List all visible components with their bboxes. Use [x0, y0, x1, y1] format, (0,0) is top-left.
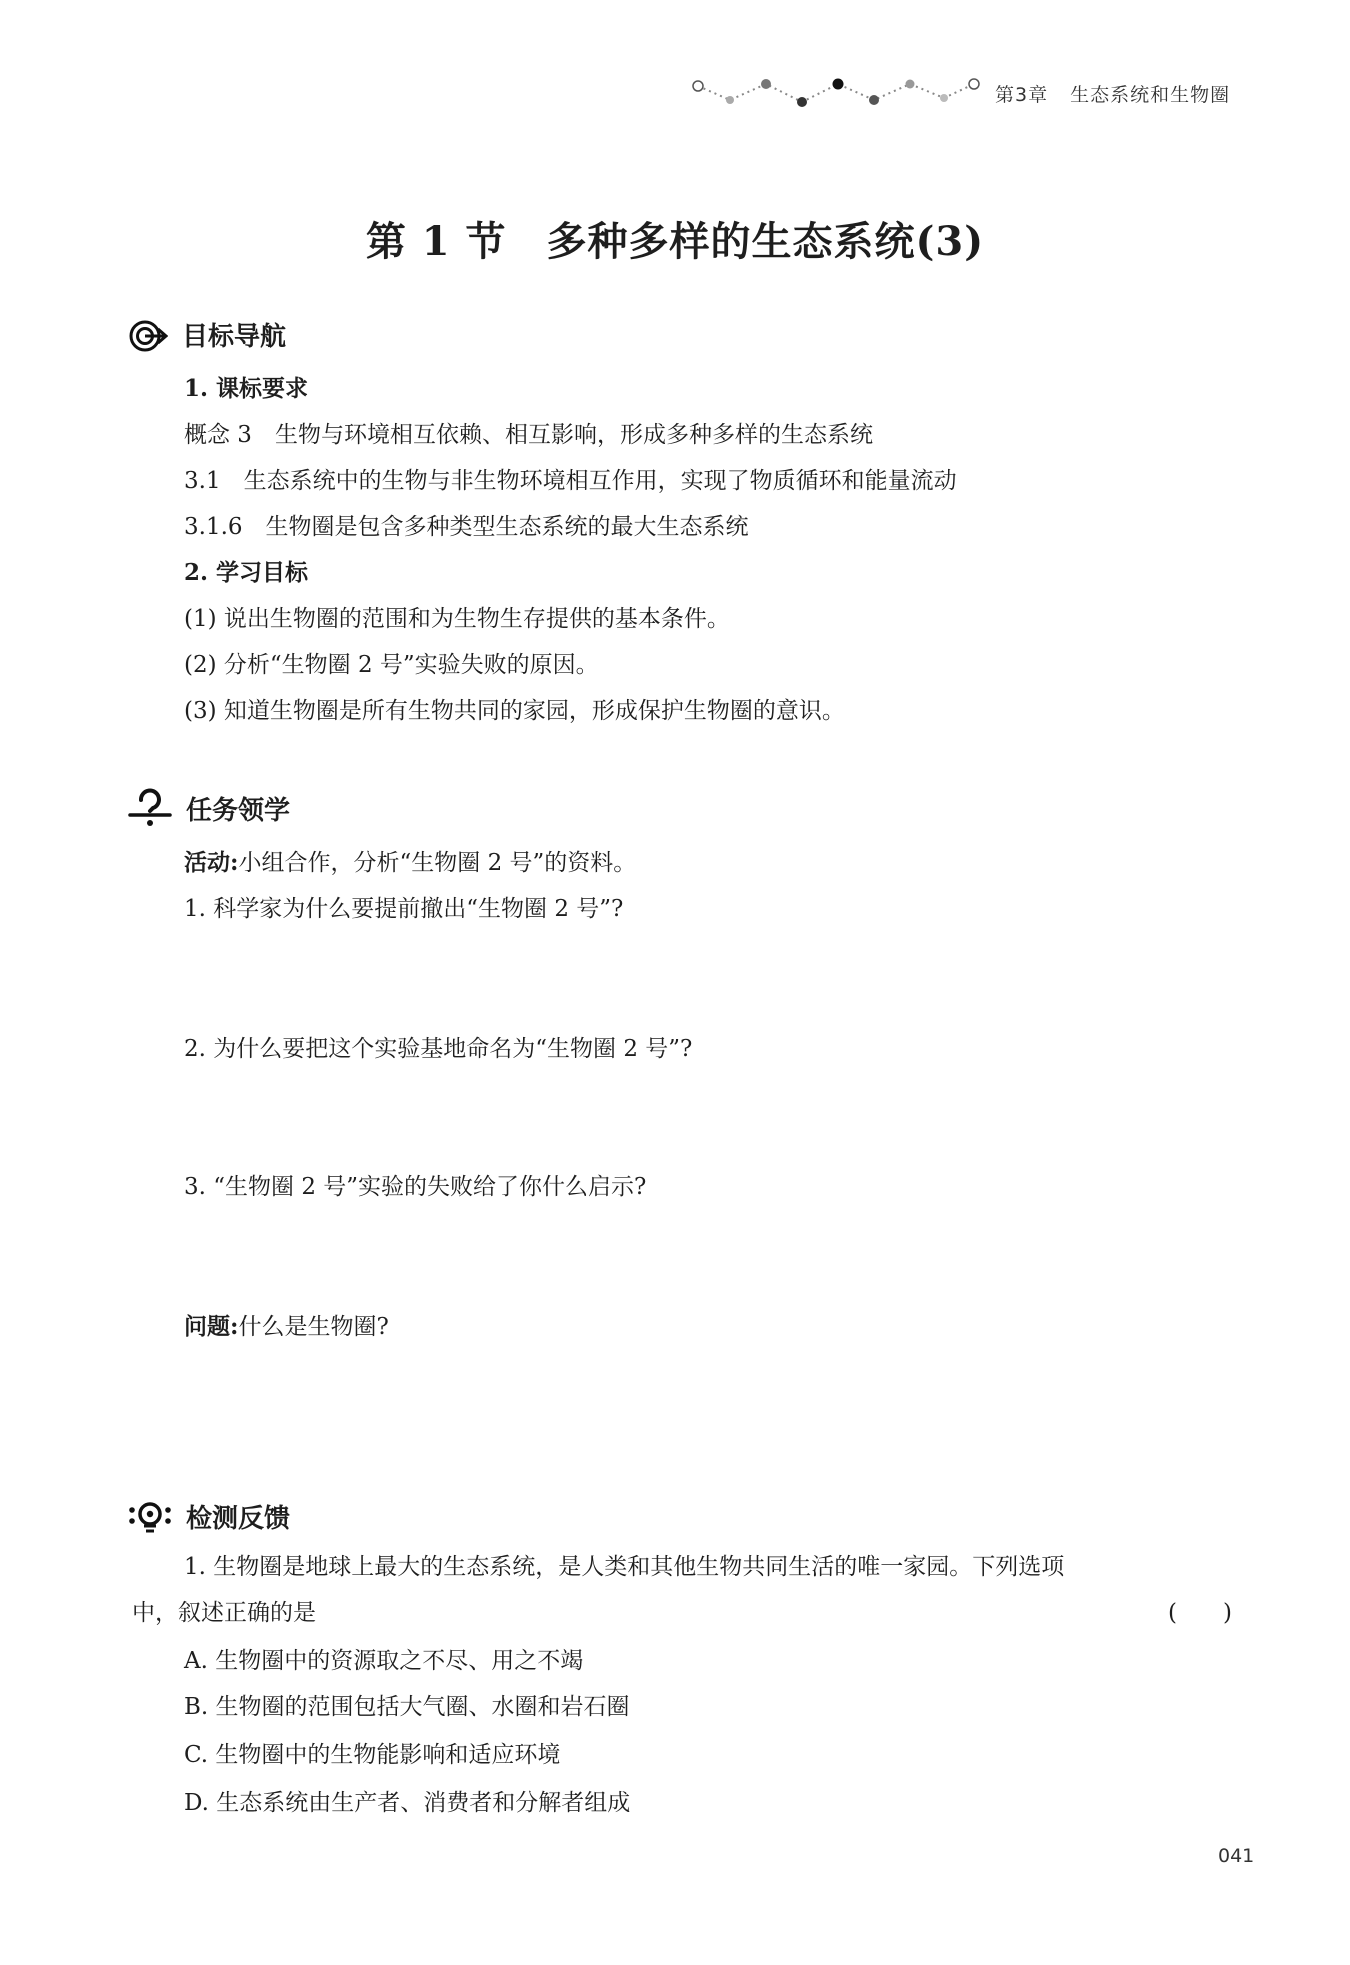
check-heading: 检测反馈	[186, 1504, 291, 1534]
goals-heading: 目标导航	[182, 322, 287, 352]
goals-line: (3) 知道生物圈是所有生物共同的家园，形成保护生物圈的意识。	[184, 698, 845, 724]
tasks-heading: 任务领学	[186, 796, 291, 826]
activity-label: 活动:	[184, 849, 239, 876]
question-1-line-2: 中，叙述正确的是	[132, 1600, 316, 1626]
answer-bracket[interactable]: ( )	[1168, 1600, 1232, 1626]
problem-label: 问题:	[184, 1313, 239, 1340]
target-icon	[128, 318, 168, 354]
task-icon	[128, 788, 172, 828]
section-title: 多种多样的生态系统(3)	[546, 218, 985, 265]
question-1-line-1: 1. 生物圈是地球上最大的生态系统，是人类和其他生物共同生活的唯一家园。下列选项	[184, 1554, 1065, 1580]
task-question: 3. “生物圈 2 号”实验的失败给了你什么启示?	[184, 1174, 647, 1200]
option-b: B. 生物圈的范围包括大气圈、水圈和岩石圈	[184, 1694, 630, 1720]
goals-line: 3.1 生态系统中的生物与非生物环境相互作用，实现了物质循环和能量流动	[184, 468, 957, 494]
goals-line: 概念 3 生物与环境相互依赖、相互影响，形成多种多样的生态系统	[184, 422, 873, 448]
goals-sub-requirements: 1. 课标要求	[184, 375, 309, 402]
problem-text: 什么是生物圈?	[238, 1314, 389, 1340]
chapter-title: 生态系统和生物圈	[1070, 84, 1231, 106]
problem-line	[184, 1308, 389, 1341]
option-c: C. 生物圈中的生物能影响和适应环境	[184, 1742, 561, 1768]
chapter-number: 第3章	[995, 84, 1049, 106]
activity-line	[184, 844, 636, 877]
activity-text: 小组合作，分析“生物圈 2 号”的资料。	[238, 850, 637, 876]
option-a: A. 生物圈中的资源取之不尽、用之不竭	[184, 1648, 584, 1674]
goals-sub-objectives: 2. 学习目标	[184, 559, 309, 586]
section-number: 第 1 节	[365, 218, 507, 265]
chapter-header	[995, 80, 1230, 107]
page-title	[0, 210, 1350, 267]
header-ornament	[690, 76, 980, 112]
task-question: 2. 为什么要把这个实验基地命名为“生物圈 2 号”?	[184, 1036, 693, 1062]
task-question: 1. 科学家为什么要提前撤出“生物圈 2 号”?	[184, 896, 624, 922]
check-icon	[128, 1496, 178, 1536]
page-number: 041	[1218, 1845, 1255, 1867]
goals-line: (1) 说出生物圈的范围和为生物生存提供的基本条件。	[184, 606, 730, 632]
goals-line: (2) 分析“生物圈 2 号”实验失败的原因。	[184, 652, 599, 678]
goals-line: 3.1.6 生物圈是包含多种类型生态系统的最大生态系统	[184, 514, 749, 540]
option-d: D. 生态系统由生产者、消费者和分解者组成	[184, 1790, 631, 1816]
